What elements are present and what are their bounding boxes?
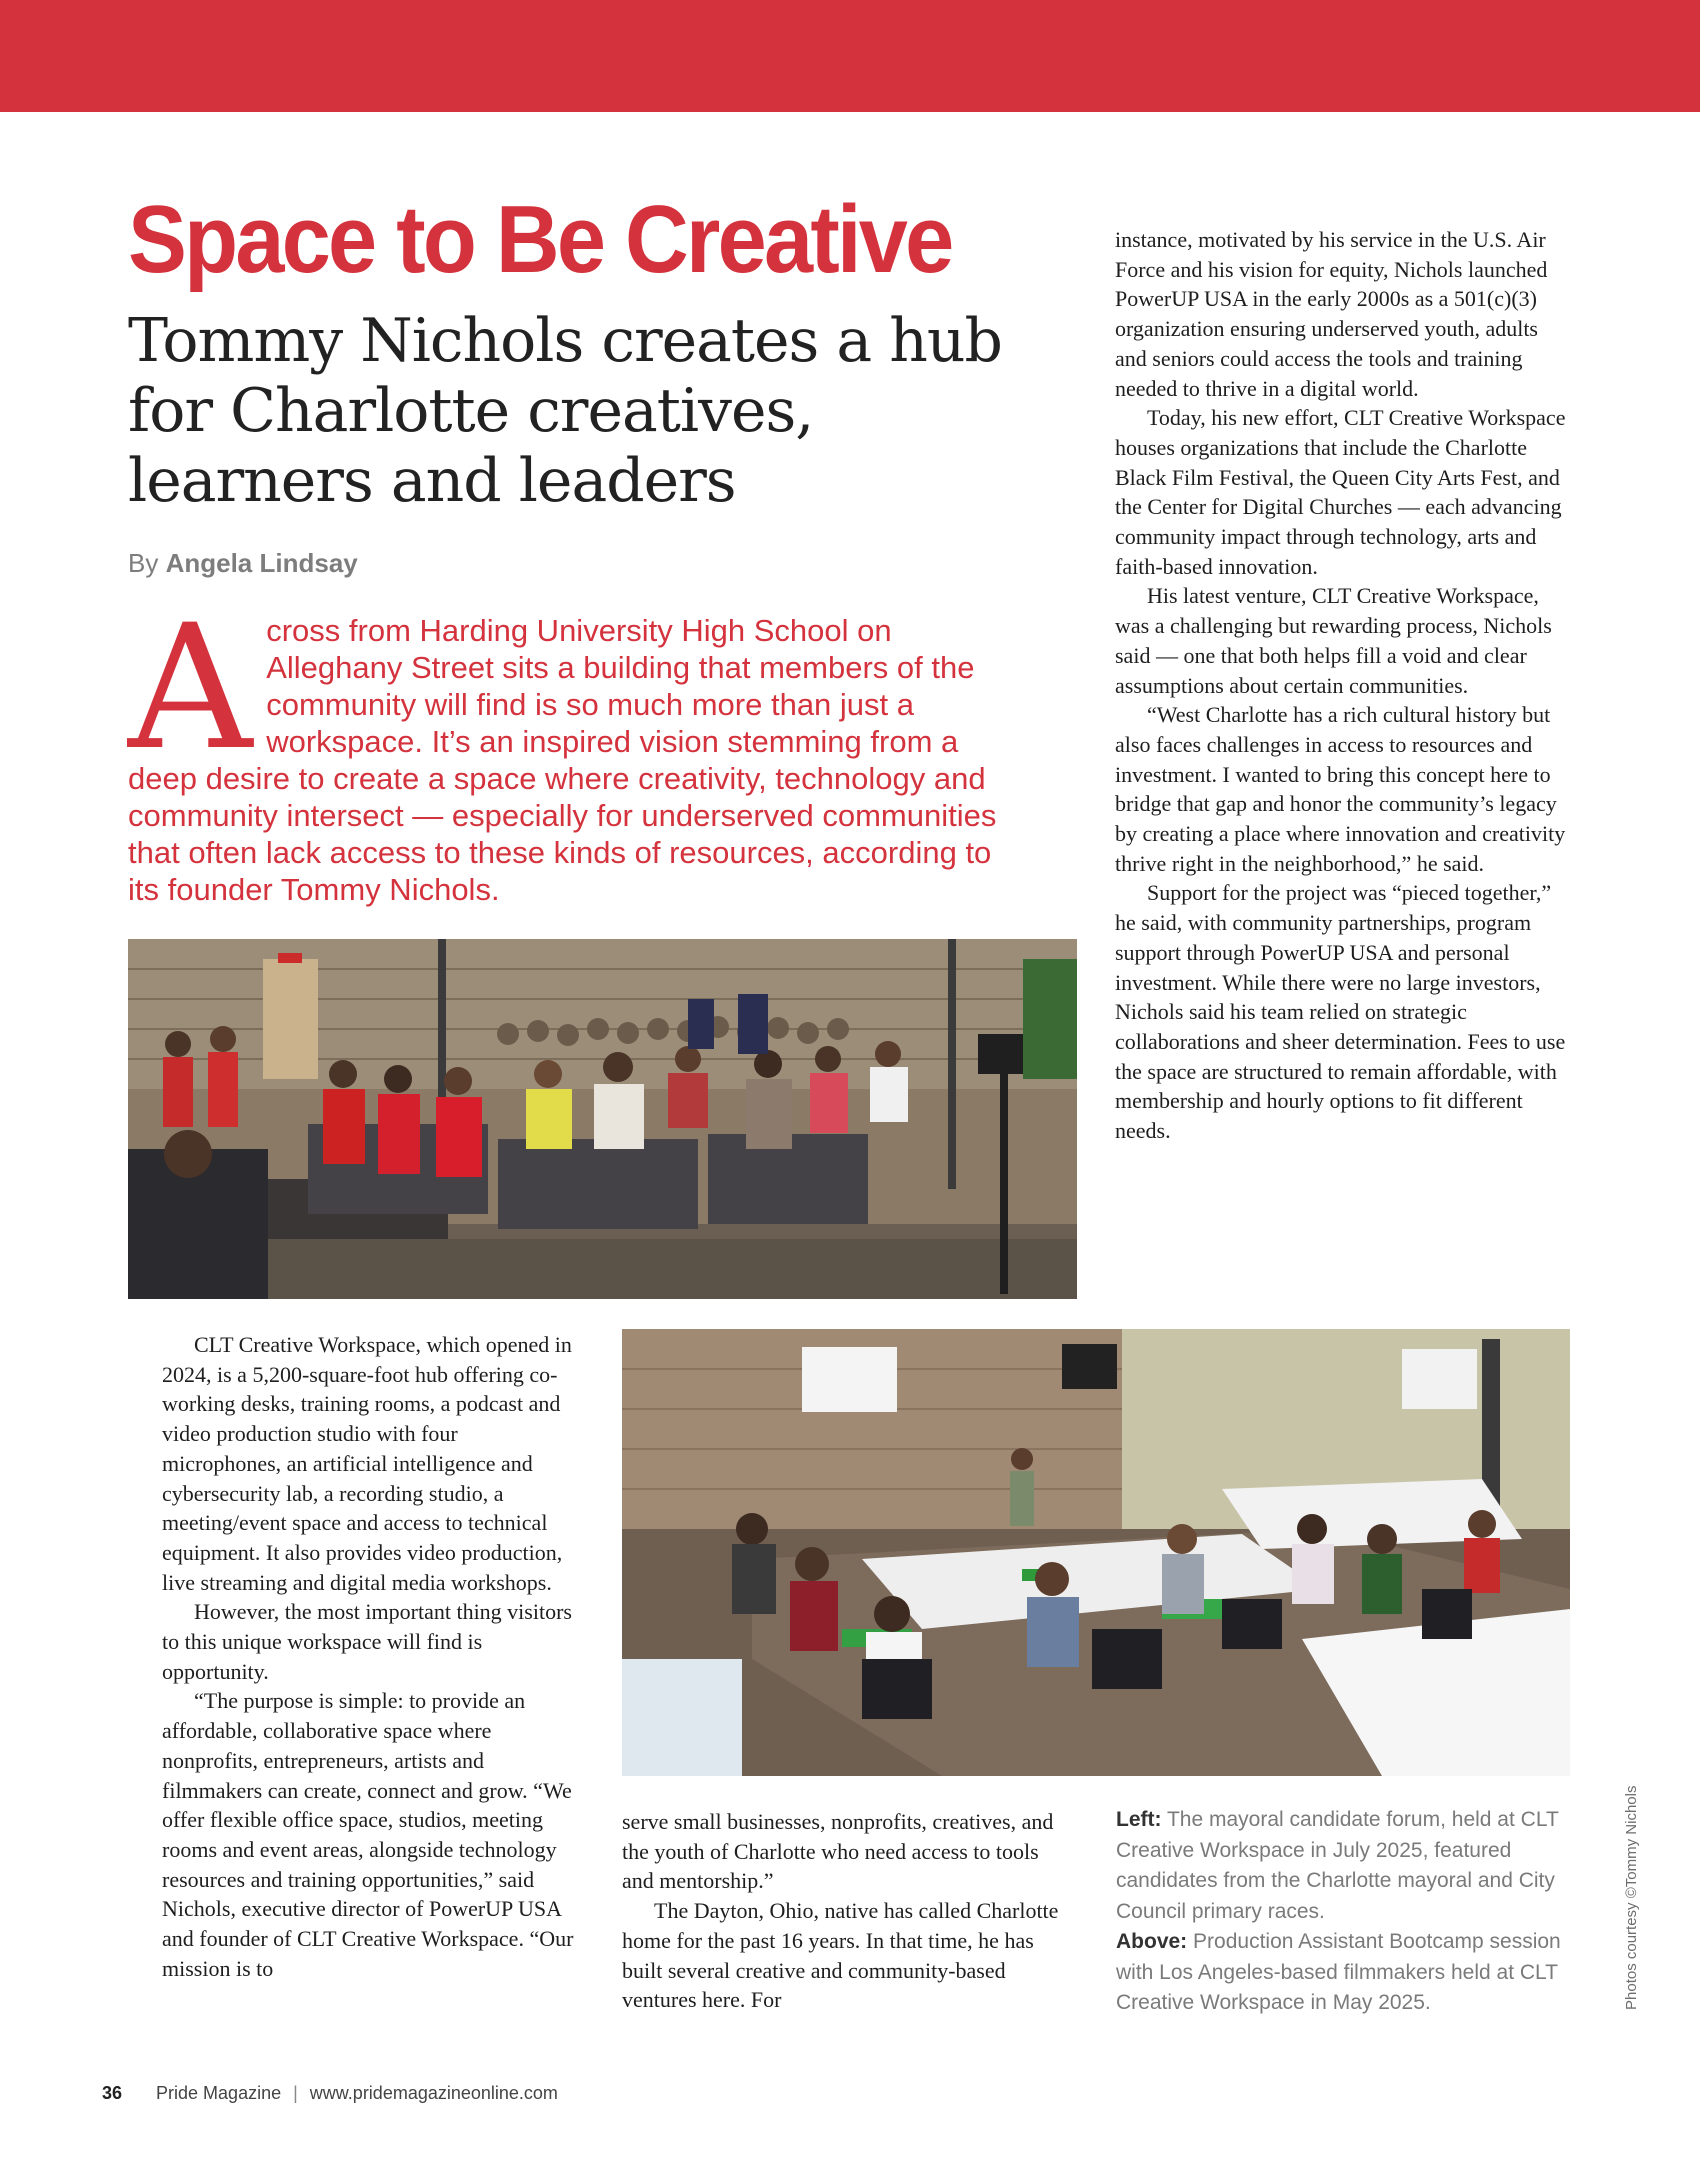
body-paragraph: However, the most important thing visitors to this unique workspace will find is opportunity.	[162, 1599, 572, 1684]
page-footer	[102, 2083, 558, 2104]
caption-above	[1116, 1927, 1586, 2019]
body-column-right	[1115, 225, 1575, 1146]
byline-prefix: By	[128, 548, 159, 578]
top-color-bar	[0, 0, 1700, 112]
page-number: 36	[102, 2083, 123, 2103]
body-paragraph: Support for the project was “pieced together,” he said, with community partnerships, program support through PowerUP USA and personal investment. While there were no large investors, Nichols said his team relied on strategic collaborations and sheer determination. Fees to use the space are structured to remain affordable, with membership and hourly options to fit different needs.	[1115, 880, 1566, 1144]
footer-separator: |	[293, 2083, 298, 2103]
byline	[128, 548, 358, 579]
photo-bootcamp-illustration	[622, 1329, 1570, 1776]
body-paragraph: His latest venture, CLT Creative Workspace, was a challenging but rewarding process, Nichols said — one that both helps fill a void and clear assumptions about certain communities.	[1115, 583, 1552, 698]
caption-left	[1116, 1805, 1586, 1927]
caption-text: Production Assistant Bootcamp session with Los Angeles-based filmmakers held at CLT Creative Workspace in May 2025.	[1116, 1930, 1561, 2014]
photo-mayoral-forum	[128, 939, 1077, 1299]
body-paragraph: The Dayton, Ohio, native has called Charlotte home for the past 16 years. In that time, he has built several creative and community-based ventures here. For	[622, 1898, 1059, 2013]
photo-credit: Photos courtesy ©Tommy Nichols	[1623, 1785, 1640, 2010]
body-paragraph: serve small businesses, nonprofits, creatives, and the youth of Charlotte who need access to tools and mentorship.”	[622, 1809, 1054, 1894]
footer-website: www.pridemagazineonline.com	[309, 2083, 558, 2103]
byline-author: Angela Lindsay	[165, 548, 358, 578]
body-paragraph: “The purpose is simple: to provide an affordable, collaborative space where nonprofits, entrepreneurs, artists and filmmakers can create, connect and grow. “We offer flexible office space, studios, meeting rooms and event areas, alongside technology resources and training opportunities,” said Nichols, executive director of PowerUP USA and founder of CLT Creative Workspace. “Our mission is to	[162, 1688, 574, 1981]
body-column-left	[162, 1330, 582, 1983]
body-paragraph: CLT Creative Workspace, which opened in 2024, is a 5,200-square-foot hub offering co-working desks, training rooms, a podcast and video production studio with four microphones, an artificial intelligence and cybersecurity lab, a recording studio, a meeting/event space and access to technical equipment. It also provides video production, live streaming and digital media workshops.	[162, 1332, 572, 1595]
lede-paragraph	[128, 587, 1028, 908]
photo-bootcamp-session	[622, 1329, 1570, 1776]
drop-cap: A	[128, 587, 253, 788]
body-paragraph: instance, motivated by his service in the U.S. Air Force and his vision for equity, Nichols launched PowerUP USA in the early 2000s as a 501(c)(3) organization ensuring underserved youth, adults and seniors could access the tools and training needed to thrive in a digital world.	[1115, 227, 1548, 401]
article-subtitle: Tommy Nichols creates a hub for Charlotte creatives, learners and leaders	[128, 306, 1002, 516]
body-paragraph: “West Charlotte has a rich cultural history but also faces challenges in access to resources and investment. I wanted to bring this concept here to bridge that gap and honor the community’s legacy by creating a place where innovation and creativity thrive right in the neighborhood,” he said.	[1115, 702, 1566, 876]
caption-label: Left:	[1116, 1808, 1162, 1831]
photo-captions	[1116, 1805, 1586, 2019]
lede-text: cross from Harding University High School on Alleghany Street sits a building that members of the community will find is so much more than just a workspace. It’s an inspired vision stemming from a deep desire to create a space where creativity, technology and community intersect — especially for underserved communities that often lack access to these kinds of resources, according to its founder Tommy Nichols.	[128, 613, 997, 907]
body-column-middle	[622, 1807, 1062, 2015]
footer-publication: Pride Magazine	[156, 2083, 282, 2103]
article-title: Space to Be Creative	[128, 186, 952, 293]
body-paragraph: Today, his new effort, CLT Creative Workspace houses organizations that include the Charlotte Black Film Festival, the Queen City Arts Fest, and the Center for Digital Churches — each advancing community impact through technology, arts and faith-based innovation.	[1115, 405, 1566, 579]
caption-label: Above:	[1116, 1930, 1188, 1953]
caption-text: The mayoral candidate forum, held at CLT Creative Workspace in July 2025, featured candidates from the Charlotte mayoral and City Council primary races.	[1116, 1808, 1559, 1923]
photo-forum-illustration	[128, 939, 1077, 1299]
